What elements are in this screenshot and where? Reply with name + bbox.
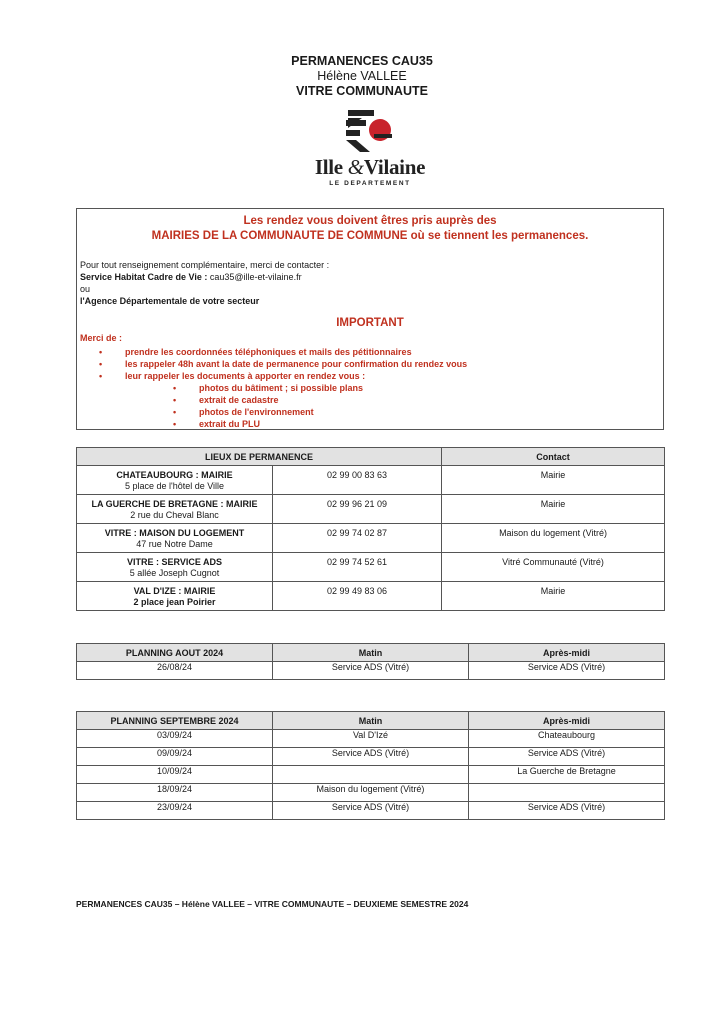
planning-aout-title: PLANNING AOUT 2024 <box>77 644 273 662</box>
list-item: • leur rappeler les documents à apporter en rendez vous : <box>99 371 366 381</box>
person-name: Hélène VALLEE <box>317 69 407 83</box>
table-row: LA GUERCHE DE BRETAGNE : MAIRIE 2 rue du Cheval Blanc 02 99 96 21 09 Mairie <box>77 495 665 524</box>
contact-block <box>80 259 329 307</box>
logo-subtitle: LE DEPARTEMENT <box>329 180 411 187</box>
list-item: • les rappeler 48h avant la date de permanence pour confirmation du rendez vous <box>99 359 468 369</box>
sub-list-item: • photos du bâtiment ; si possible plans <box>173 383 364 393</box>
lieux-table <box>76 447 665 611</box>
list-item: • prendre les coordonnées téléphoniques et mails des pétitionnaires <box>99 347 412 357</box>
lieux-header: LIEUX DE PERMANENCE <box>77 448 442 466</box>
service-label: Service Habitat Cadre de Vie : <box>80 272 208 282</box>
contact-header: Contact <box>442 448 665 466</box>
table-row: VITRE : MAISON DU LOGEMENT 47 rue Notre Dame 02 99 74 02 87 Maison du logement (Vitré) <box>77 524 665 553</box>
table-header-row <box>77 448 665 466</box>
sub-list-item: • extrait de cadastre <box>173 395 279 405</box>
document-header <box>0 54 724 99</box>
table-row: 18/09/24 Maison du logement (Vitré) <box>77 784 665 802</box>
ille-et-vilaine-logo <box>300 108 440 190</box>
contact-intro: Pour tout renseignement complémentaire, merci de contacter : <box>80 260 330 270</box>
table-row: 09/09/24 Service ADS (Vitré) Service ADS (Vitré) <box>77 748 665 766</box>
table-row: CHATEAUBOURG : MAIRIE 5 place de l'hôtel de Ville 02 99 00 83 63 Mairie <box>77 466 665 495</box>
table-header-row <box>77 712 665 730</box>
table-header-row <box>77 644 665 662</box>
matin-header: Matin <box>273 712 469 730</box>
contact-or: ou <box>80 284 91 294</box>
table-row: VAL D'IZE : MAIRIE 2 place jean Poirier 02 99 49 83 06 Mairie <box>77 582 665 611</box>
planning-septembre-title: PLANNING SEPTEMBRE 2024 <box>77 712 273 730</box>
important-heading: IMPORTANT <box>336 317 404 329</box>
service-email: cau35@ille-et-vilaine.fr <box>207 272 302 282</box>
merci-label: Merci de : <box>80 333 123 343</box>
table-row: 03/09/24 Val D'Izé Chateaubourg <box>77 730 665 748</box>
table-row: 23/09/24 Service ADS (Vitré) Service ADS (Vitré) <box>77 802 665 820</box>
logo-emblem-icon <box>300 108 440 154</box>
table-row: 10/09/24 La Guerche de Bretagne <box>77 766 665 784</box>
info-headline-2: MAIRIES DE LA COMMUNAUTE DE COMMUNE où se tiennent les permanences. <box>151 230 589 242</box>
matin-header: Matin <box>273 644 469 662</box>
planning-aout-table <box>76 643 665 680</box>
document-title: PERMANENCES CAU35 <box>291 54 433 68</box>
apres-midi-header: Après-midi <box>469 644 665 662</box>
planning-septembre-table <box>76 711 665 820</box>
sub-list-item: • photos de l'environnement <box>173 407 314 417</box>
document-footer: PERMANENCES CAU35 – Hélène VALLEE – VITRE COMMUNAUTE – DEUXIEME SEMESTRE 2024 <box>76 899 469 909</box>
agency-label: l'Agence Départementale de votre secteur <box>80 296 260 306</box>
apres-midi-header: Après-midi <box>469 712 665 730</box>
table-row: 26/08/24 Service ADS (Vitré) Service ADS (Vitré) <box>77 662 665 680</box>
service-line <box>80 271 329 283</box>
community-name: VITRE COMMUNAUTE <box>296 84 428 98</box>
info-headline-1: Les rendez vous doivent êtres pris auprès des <box>243 215 497 227</box>
sub-list-item: • extrait du PLU <box>173 419 261 429</box>
table-row: VITRE : SERVICE ADS 5 allée Joseph Cugnot 02 99 74 52 61 Vitré Communauté (Vitré) <box>77 553 665 582</box>
logo-wordmark: Ille &Vilaine <box>314 155 426 179</box>
info-box <box>76 208 664 430</box>
